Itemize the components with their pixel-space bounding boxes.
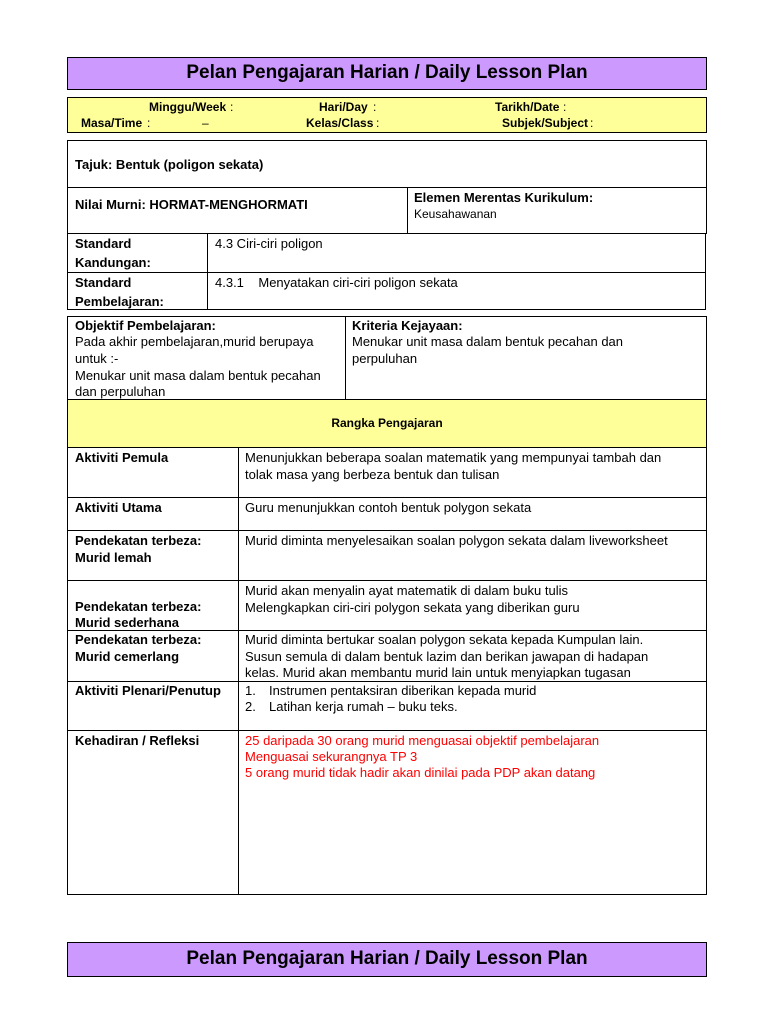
content-standard-label-1: Standard (75, 236, 132, 251)
warmup-line-1: Menunjukkan beberapa soalan matematik yang mempunyai tambah dan (245, 450, 662, 465)
date-separator: : (563, 100, 567, 114)
reflection-line-1: 25 daripada 30 orang murid menguasai objektif pembelajaran (245, 733, 600, 748)
closure-item-1: Instrumen pentaksiran diberikan kepada murid (269, 683, 537, 698)
moral-values-label: Nilai Murni: HORMAT-MENGHORMATI (75, 197, 308, 212)
info-bar (67, 97, 707, 133)
excellent-students-label-2: Murid cemerlang (75, 649, 180, 664)
excellent-students-label-1: Pendekatan terbeza: (75, 632, 202, 647)
weak-students-label-2: Murid lemah (75, 550, 152, 565)
learning-standard-row (67, 272, 706, 310)
criteria-line-2: perpuluhan (352, 351, 418, 366)
reflection-label: Kehadiran / Refleksi (75, 733, 200, 748)
moderate-students-line-2: Melengkapkan ciri-ciri polygon sekata yang diberikan guru (245, 600, 580, 615)
objective-row (67, 316, 707, 400)
activity-table (67, 447, 707, 895)
objective-line-2: untuk :- (75, 351, 119, 366)
day-label: Hari/Day (319, 100, 368, 114)
reflection-line-2: Menguasai sekurangnya TP 3 (245, 749, 418, 764)
subject-separator: : (590, 116, 594, 130)
time-separator: : (147, 116, 151, 130)
warmup-line-2: tolak masa yang berbeza bentuk dan tulisan (245, 467, 500, 482)
time-label: Masa/Time (81, 116, 143, 130)
learning-standard-label-2: Pembelajaran: (75, 294, 164, 309)
cross-curriculum-label: Elemen Merentas Kurikulum: (414, 190, 594, 205)
closure-item-1-number: 1. (245, 683, 256, 698)
day-separator: : (373, 100, 377, 114)
moderate-students-label-1: Pendekatan terbeza: (75, 599, 202, 614)
objective-line-4: dan perpuluhan (75, 384, 166, 399)
learning-standard-label-1: Standard (75, 275, 132, 290)
framework-heading-row (67, 399, 707, 448)
week-separator: : (230, 100, 234, 114)
values-row (67, 187, 707, 234)
content-standard-row (67, 233, 706, 273)
class-label: Kelas/Class (306, 116, 374, 130)
learning-standard-value: 4.3.1 Menyatakan ciri-ciri poligon sekata (215, 275, 458, 290)
criteria-line-1: Menukar unit masa dalam bentuk pecahan dan (352, 334, 624, 349)
weak-students-label-1: Pendekatan terbeza: (75, 533, 202, 548)
excellent-students-line-2: Susun semula di dalam bentuk lazim dan berikan jawapan di hadapan (245, 649, 649, 664)
class-separator: : (376, 116, 380, 130)
closure-item-2-number: 2. (245, 699, 256, 714)
week-label: Minggu/Week (149, 100, 227, 114)
subject-label: Subjek/Subject (502, 116, 589, 130)
main-activity-value: Guru menunjukkan contoh bentuk polygon sekata (245, 500, 532, 515)
topic-label: Tajuk: Bentuk (poligon sekata) (75, 157, 264, 172)
framework-heading: Rangka Pengajaran (331, 416, 443, 430)
objective-line-3: Menukar unit masa dalam bentuk pecahan (75, 368, 321, 383)
footer-title-bar (67, 942, 707, 977)
objective-line-1: Pada akhir pembelajaran,murid berupaya (75, 334, 314, 349)
warmup-label: Aktiviti Pemula (75, 450, 169, 465)
reflection-line-3: 5 orang murid tidak hadir akan dinilai pada PDP akan datang (245, 765, 596, 780)
criteria-label: Kriteria Kejayaan: (352, 318, 463, 333)
topic-row (67, 140, 707, 188)
page-title: Pelan Pengajaran Harian / Daily Lesson Plan (186, 62, 588, 83)
page-title-bar (67, 57, 707, 90)
weak-students-value: Murid diminta menyelesaikan soalan polygon sekata dalam liveworksheet (245, 533, 668, 548)
content-standard-value: 4.3 Ciri-ciri poligon (215, 236, 323, 251)
objective-label: Objektif Pembelajaran: (75, 318, 216, 333)
excellent-students-line-1: Murid diminta bertukar soalan polygon sekata kepada Kumpulan lain. (245, 632, 644, 647)
main-activity-label: Aktiviti Utama (75, 500, 162, 515)
excellent-students-line-3: kelas. Murid akan membantu murid lain untuk menyiapkan tugasan (245, 665, 631, 680)
footer-title: Pelan Pengajaran Harian / Daily Lesson Plan (186, 948, 588, 969)
closure-label: Aktiviti Plenari/Penutup (75, 683, 221, 698)
date-label: Tarikh/Date (495, 100, 560, 114)
closure-item-2: Latihan kerja rumah – buku teks. (269, 699, 458, 714)
time-dash: – (202, 116, 209, 130)
moderate-students-label-2: Murid sederhana (75, 615, 180, 630)
moderate-students-line-1: Murid akan menyalin ayat matematik di dalam buku tulis (245, 583, 568, 598)
cross-curriculum-value: Keusahawanan (414, 207, 497, 221)
content-standard-label-2: Kandungan: (75, 255, 151, 270)
